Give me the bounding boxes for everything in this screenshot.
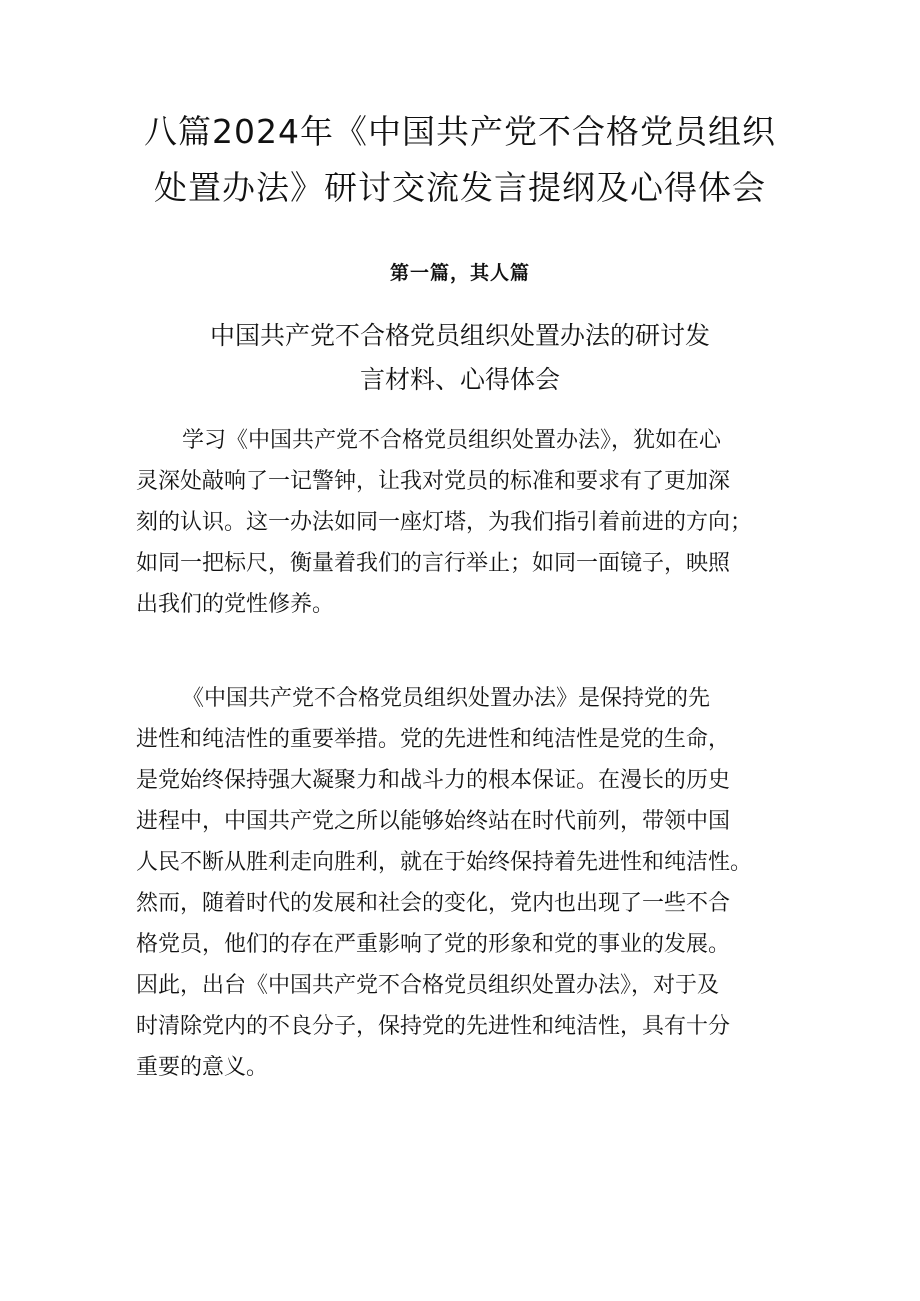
document-title (100, 104, 820, 216)
paragraph-line: 因此，出台《中国共产党不合格党员组织处置办法》，对于及 (136, 973, 720, 998)
paragraph-line: 出我们的党性修养。 (136, 592, 335, 617)
section-label: 第一篇，其人篇 (389, 262, 530, 284)
paragraph-line: 是党始终保持强大凝聚力和战斗力的根本保证。在漫长的历史 (136, 768, 731, 793)
paragraph-2 (136, 678, 752, 1088)
article-title-line: 中国共产党不合格党员组织处置办法的研讨发 (209, 321, 710, 350)
paragraph-line: 进程中，中国共产党之所以能够始终站在时代前列，带领中国 (136, 809, 731, 834)
document-title-line: 八篇2024年《中国共产党不合格党员组织 (144, 112, 776, 151)
paragraph-line: 时清除党内的不良分子，保持党的先进性和纯洁性，具有十分 (136, 1014, 731, 1039)
article-title (100, 314, 820, 402)
document-title-line: 处置办法》研讨交流发言提纲及心得体会 (154, 168, 766, 207)
paragraph-line: 学习《中国共产党不合格党员组织处置办法》，犹如在心 (182, 428, 722, 453)
paragraph-line: 重要的意义。 (136, 1055, 269, 1080)
paragraph-line: 格党员，他们的存在严重影响了党的形象和党的事业的发展。 (136, 932, 731, 957)
paragraph-1 (136, 420, 752, 625)
paragraph-line: 灵深处敲响了一记警钟，让我对党员的标准和要求有了更加深 (136, 469, 731, 494)
paragraph-line: 人民不断从胜利走向胜利，就在于始终保持着先进性和纯洁性。 (136, 850, 753, 875)
paragraph-line: 如同一把标尺，衡量着我们的言行举止；如同一面镜子，映照 (136, 551, 731, 576)
paragraph-line: 刻的认识。这一办法如同一座灯塔，为我们指引着前进的方向； (136, 510, 753, 535)
paragraph-line: 然而，随着时代的发展和社会的变化，党内也出现了一些不合 (136, 891, 731, 916)
article-title-line: 言材料、心得体会 (359, 365, 560, 394)
paragraph-line: 《中国共产党不合格党员组织处置办法》是保持党的先 (182, 686, 711, 711)
paragraph-line: 进性和纯洁性的重要举措。党的先进性和纯洁性是党的生命， (136, 727, 731, 752)
